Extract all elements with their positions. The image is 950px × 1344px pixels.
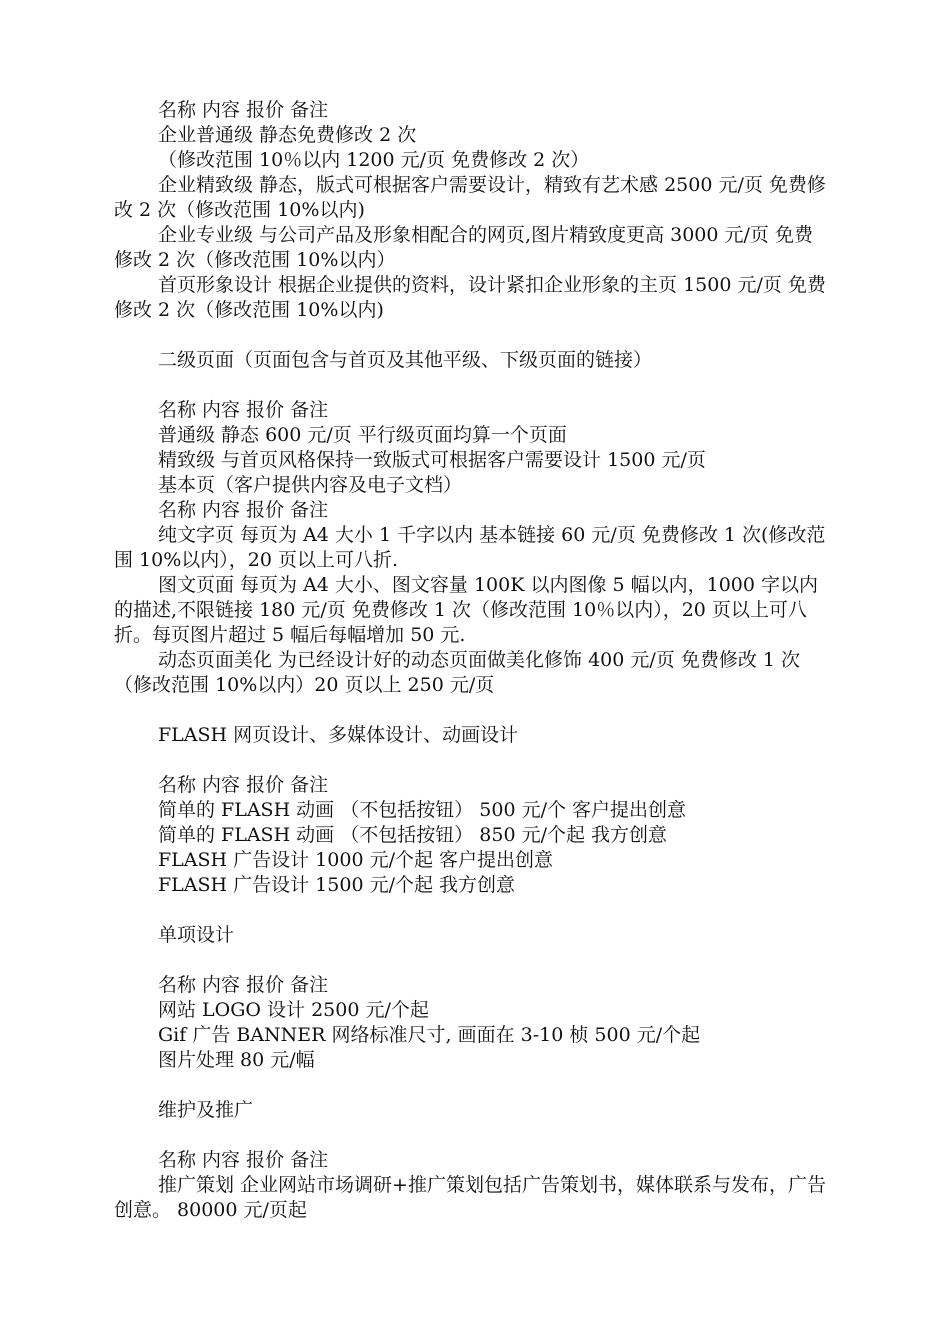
document-page [114, 98, 830, 1223]
paragraph: 纯文字页 每页为 A4 大小 1 千字以内 基本链接 60 元/页 免费修改 1 次(修改范围 10%以内），20 页以上可八折. [114, 524, 826, 571]
paragraph: 企业精致级 静态，版式可根据客户需要设计，精致有艺术感 2500 元/页 免费修改 2 次（修改范围 10%以内) [114, 174, 826, 221]
paragraph: 名称 内容 报价 备注 [158, 1149, 329, 1171]
paragraph: 名称 内容 报价 备注 [158, 99, 329, 121]
paragraph: 首页形象设计 根据企业提供的资料，设计紧扣企业形象的主页 1500 元/页 免费修改 2 次（修改范围 10%以内) [114, 274, 826, 321]
paragraph: 图片处理 80 元/幅 [158, 1049, 315, 1071]
blank-line [114, 323, 830, 348]
paragraph: 企业普通级 静态免费修改 2 次 [158, 124, 417, 146]
section-heading: 二级页面（页面包含与首页及其他平级、下级页面的链接） [158, 349, 653, 371]
paragraph: （修改范围 10％以内 1200 元/页 免费修改 2 次） [158, 149, 590, 171]
paragraph: FLASH 广告设计 1500 元/个起 我方创意 [158, 874, 516, 896]
paragraph: 图文页面 每页为 A4 大小、图文容量 100K 以内图像 5 幅以内，1000 字以内的描述,不限链接 180 元/页 免费修改 1 次（修改范围 10％以内），20 页以上可八折。每页图片超过 5 幅后每幅增加 50 元. [114, 574, 819, 646]
paragraph: 动态页面美化 为已经设计好的动态页面做美化修饰 400 元/页 免费修改 1 次（修改范围 10%以内）20 页以上 250 元/页 [114, 649, 800, 696]
paragraph: 企业专业级 与公司产品及形象相配合的网页,图片精致度更高 3000 元/页 免费修改 2 次（修改范围 10%以内） [114, 224, 813, 271]
paragraph: 推广策划 企业网站市场调研+推广策划包括广告策划书，媒体联系与发布，广告创意。 80000 元/页起 [114, 1174, 826, 1221]
paragraph: 基本页（客户提供内容及电子文档） [158, 474, 463, 496]
section-heading: 单项设计 [158, 924, 235, 946]
paragraph: 名称 内容 报价 备注 [158, 774, 329, 796]
paragraph: 名称 内容 报价 备注 [158, 499, 329, 521]
paragraph: 名称 内容 报价 备注 [158, 974, 329, 996]
section-heading: FLASH 网页设计、多媒体设计、动画设计 [158, 724, 519, 746]
paragraph: 简单的 FLASH 动画 （不包括按钮） 850 元/个起 我方创意 [158, 824, 668, 846]
paragraph: 名称 内容 报价 备注 [158, 399, 329, 421]
blank-line [114, 948, 830, 973]
blank-line [114, 1073, 830, 1098]
paragraph: FLASH 广告设计 1000 元/个起 客户提出创意 [158, 849, 554, 871]
paragraph: 简单的 FLASH 动画 （不包括按钮） 500 元/个 客户提出创意 [158, 799, 687, 821]
paragraph: 精致级 与首页风格保持一致版式可根据客户需要设计 1500 元/页 [158, 449, 706, 471]
blank-line [114, 1123, 830, 1148]
section-heading: 维护及推广 [158, 1099, 254, 1121]
paragraph: Gif 广告 BANNER 网络标准尺寸, 画面在 3-10 桢 500 元/个起 [158, 1024, 701, 1046]
paragraph: 普通级 静态 600 元/页 平行级页面均算一个页面 [158, 424, 567, 446]
blank-line [114, 698, 830, 723]
blank-line [114, 373, 830, 398]
blank-line [114, 748, 830, 773]
blank-line [114, 898, 830, 923]
paragraph: 网站 LOGO 设计 2500 元/个起 [158, 999, 429, 1021]
